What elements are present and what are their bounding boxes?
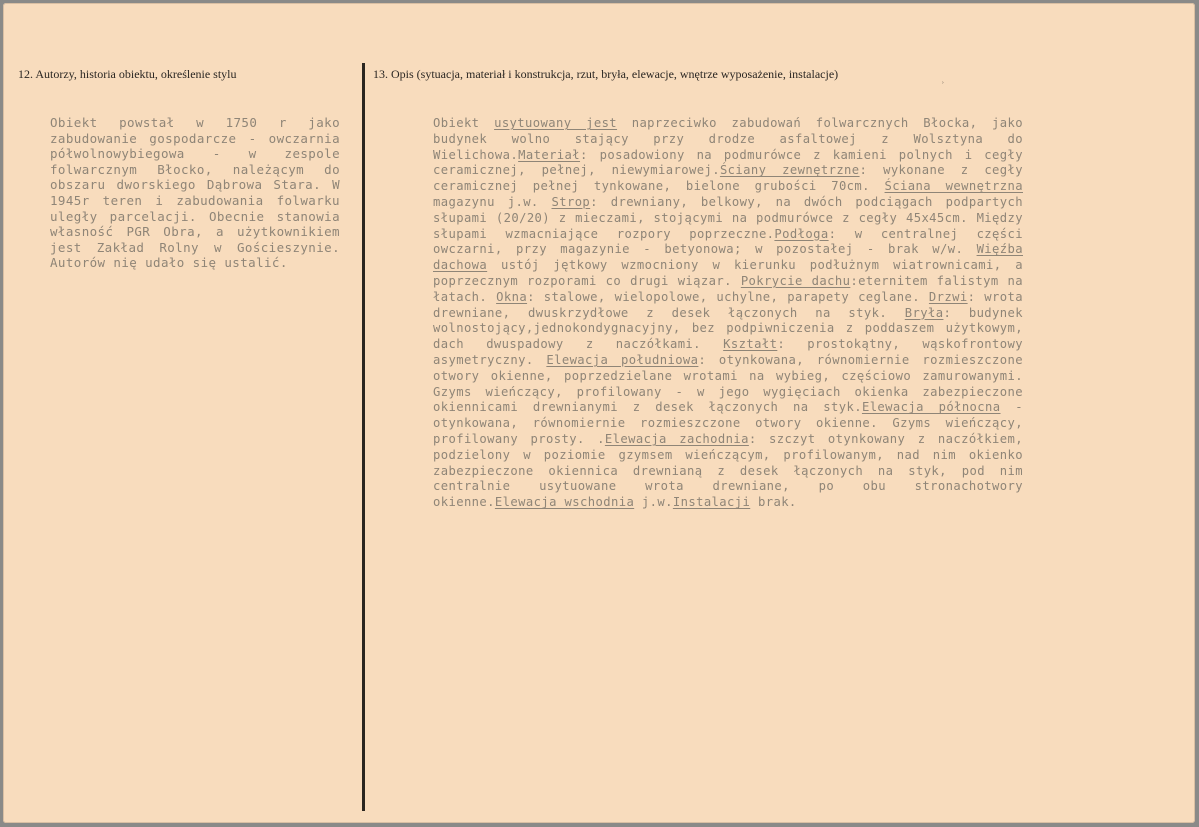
description-text: : otynkowana, równomiernie rozmieszczone otwory okienne, poprzedzielane wrotami na wybieg, częściowo zamurowanymi. Gzyms wieńczący, profilowany - w jego wygięciach okienka zabezpieczone okiennicami drewnianymi z desek łączonych na styk. [433,352,1023,415]
description-text: - otynkowana, równomiernie rozmieszczone otwory okienne. Gzyms wieńczący, profilowany prosty. . [433,400,1024,446]
underlined-heading: Okna [496,289,528,304]
underlined-heading: Podłoga [774,226,829,241]
underlined-heading: Ściany zewnętrzne [719,163,860,178]
field-12-text: Obiekt powstał w 1750 r jako zabudowanie gospodarcze - owczarnia półwolnowybiegowa - w zespole folwarcznym Błocko, należącym do obszaru dworskiego Dąbrowa Stara. W 1945r teren i zabudowania folwarku uległy parcelacji. Obecnie stanowia własność PGR Obra, a użytkownikiem jest Zakład Rolny w Gościeszynie. Autorów nię udało się ustalić. [50,115,340,271]
description-text: : budynek wolnostojący,jednokondygnacyjny, bez podpiwniczenia z poddaszem użytkowym, dach dwuspadowy z naczółkami. [433,305,1023,352]
description-text: : wrota drewniane, dwuskrzydłowe z desek łączonych na styk. [433,289,1023,320]
description-text: : szczyt otynkowany z naczółkiem, podzielony w poziomie gzymsem wieńczącym, profilowanym, nad nim okienko zabezpieczone okiennica drewnianą z desek łączonych na styk, pod nim centralnie usytuowane wrota drewniane, po obu stronachotwory okienne. [433,431,1023,510]
underlined-heading: Więźba dachowa [433,242,1023,273]
underlined-heading: Bryła [904,305,944,320]
underlined-heading: Elewacja wschodnia [494,495,635,510]
field-13-label: 13. Opis (sytuacja, materiał i konstrukcja, rzut, bryła, elewacje, wnętrze wyposażenie, instalacje) [373,67,839,81]
description-text: :eternitem falistym na łatach. [433,273,1024,304]
description-text: : posadowiony na podmurówce z kamieni polnych i cegły ceramicznej, pełnej, niewymiarowej. [433,147,1023,178]
underlined-heading: Pokrycie dachu [740,273,851,288]
underlined-heading: Kształt [723,337,778,352]
underlined-heading: Elewacja zachodnia [604,431,749,446]
description-text: magazynu j.w. [433,194,552,209]
description-text: : stalowe, wielopolowe, uchylne, parapety ceglane. [527,289,929,304]
underlined-heading: Ściana wewnętrzna [884,179,1023,194]
underlined-heading: usytuowany jest [494,116,618,130]
description-text: j.w. [634,495,673,510]
description-text: : drewniany, belkowy, na dwóch podciągach podpartych słupami (20/20) z mieczami, stojącymi na podmurówce z cegły 45x45cm. Między słupami wzmacniające rozpory poprzeczne. [433,194,1023,241]
underlined-heading: Strop [551,194,591,209]
field-13-text [433,116,1023,511]
pen-mark: ʾ [941,80,945,92]
description-text: : wykonane z cegły ceramicznej pełnej tynkowane, bielone grubości 70cm. [433,163,1024,194]
underlined-heading: Materiał [518,147,581,162]
underlined-heading: Drzwi [928,289,968,304]
column-divider [362,63,365,811]
underlined-heading: Instalacji [672,495,751,510]
underlined-heading: Elewacja południowa [546,352,699,367]
description-text: Obiekt [433,116,495,130]
description-text: naprzeciwko zabudowań folwarcznych Błocka, jako budynek wolno stający przy drodze asfaltowej z Wolsztyna do Wielichowa. [433,116,1024,162]
description-text: ustój jętkowy wzmocniony w kierunku podłużnym wiatrownicami, a poprzecznym rozporami co drugi wiązar. [433,258,1023,288]
field-12-label: 12. Autorzy, historia obiektu, określenie stylu [18,67,237,81]
underlined-heading: Elewacja północna [861,400,1001,415]
description-text: : w centralnej części owczarni, przy magazynie - betyonowa; w pozostałej - brak w/w. [433,226,1023,257]
description-text: brak. [750,495,797,510]
description-text: : prostokątny, wąskofrontowy asymetryczny. [433,337,1023,367]
